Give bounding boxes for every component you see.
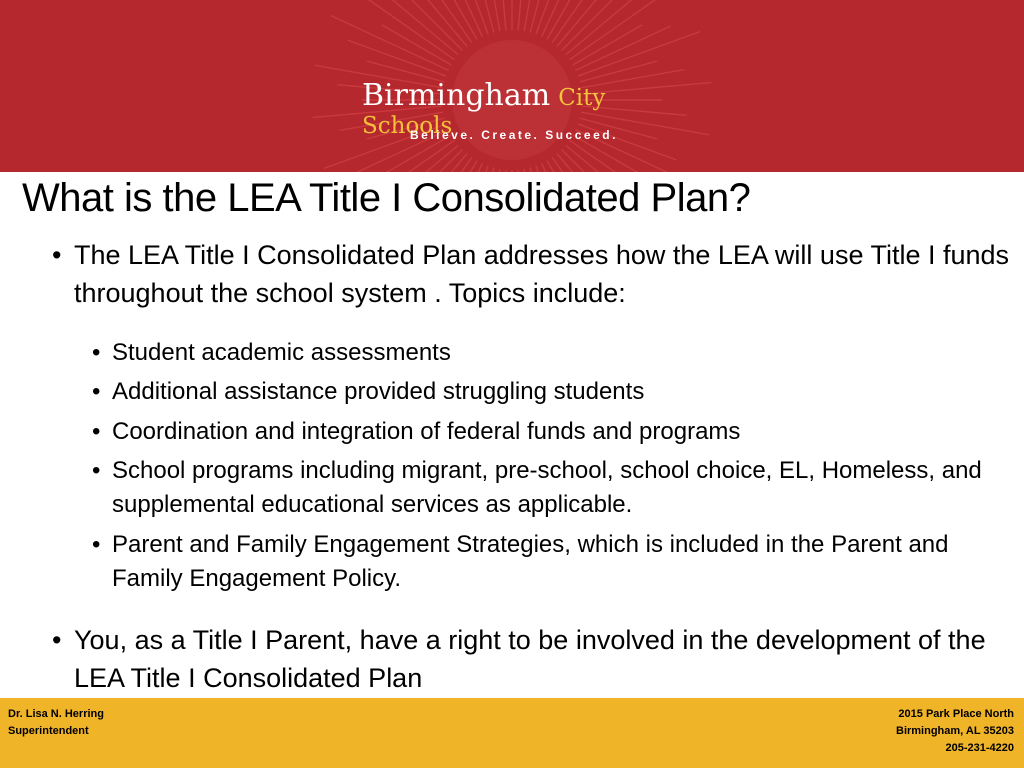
sunburst-ray	[348, 140, 454, 172]
superintendent-name: Dr. Lisa N. Herring	[8, 708, 104, 720]
sunburst-ray	[452, 166, 488, 172]
sub-bullet-text: Parent and Family Engagement Strategies, which is included in the Parent and Family Engagement Policy.	[112, 531, 949, 592]
sub-bullet-item	[92, 454, 992, 522]
sunburst-ray	[530, 0, 551, 32]
header-banner	[0, 0, 1024, 172]
sunburst-ray	[495, 0, 506, 30]
sunburst-ray	[575, 26, 670, 70]
bullet-dot-icon: •	[92, 418, 101, 445]
sunburst-ray	[566, 0, 646, 55]
logo-main-text: Birmingham	[362, 78, 551, 113]
footer-address	[896, 706, 1014, 757]
sunburst-ray	[477, 169, 500, 172]
sub-bullet-text: School programs including migrant, pre-school, school choice, EL, Homeless, and supplemental educational services as applicable.	[112, 457, 982, 518]
sunburst-ray	[473, 168, 494, 172]
sub-bullet-item	[92, 415, 992, 449]
sub-bullet-text: Additional assistance provided struggling students	[112, 378, 645, 405]
slide-title: What is the LEA Title I Consolidated Plan?	[22, 176, 751, 220]
sunburst-ray	[569, 140, 655, 172]
bullet-text: The LEA Title I Consolidated Plan addresses how the LEA will use Title I funds throughout the school system . Topics include:	[74, 240, 1010, 308]
address-line-2: Birmingham, AL 35203	[896, 725, 1014, 737]
logo-tagline: Believe. Create. Succeed.	[410, 128, 618, 142]
bullet-dot-icon: •	[92, 339, 101, 366]
sunburst-ray	[518, 0, 527, 30]
sunburst-ray	[530, 168, 551, 172]
sunburst-ray	[378, 145, 458, 172]
sunburst-ray	[397, 0, 472, 43]
logo-sub-text: City Schools	[362, 85, 606, 139]
sub-bullet-item	[92, 375, 992, 409]
sunburst-ray	[482, 0, 500, 31]
sunburst-ray	[569, 0, 675, 60]
bullet-dot-icon: •	[92, 531, 101, 558]
address-line-1: 2015 Park Place North	[898, 708, 1014, 720]
phone-number: 205-231-4220	[945, 742, 1014, 754]
bullet-dot-icon: •	[52, 240, 62, 270]
sunburst-ray	[400, 0, 467, 46]
footer-bar	[0, 698, 1024, 768]
sunburst-ray	[497, 170, 506, 172]
bullet-dot-icon: •	[92, 457, 101, 484]
footer-contact	[8, 706, 104, 740]
superintendent-role: Superintendent	[8, 725, 89, 737]
sunburst-ray	[473, 0, 494, 32]
sub-bullet-item	[92, 336, 992, 370]
sunburst-ray	[348, 40, 447, 76]
bullet-dot-icon: •	[92, 378, 101, 405]
sub-bullet-text: Coordination and integration of federal funds and programs	[112, 418, 741, 445]
sunburst-ray	[438, 0, 482, 37]
bullet-text: You, as a Title I Parent, have a right to be involved in the development of the LEA Title I Consolidated Plan	[74, 625, 986, 693]
sunburst-ray	[557, 154, 624, 172]
sunburst-ray	[444, 0, 488, 34]
bullet-item	[52, 236, 1012, 312]
bullet-item	[52, 621, 1012, 697]
sub-bullet-text: Student academic assessments	[112, 339, 451, 366]
bullet-dot-icon: •	[52, 625, 62, 655]
sunburst-ray	[383, 154, 467, 172]
sub-bullet-item	[92, 528, 992, 596]
sunburst-ray	[524, 169, 542, 172]
